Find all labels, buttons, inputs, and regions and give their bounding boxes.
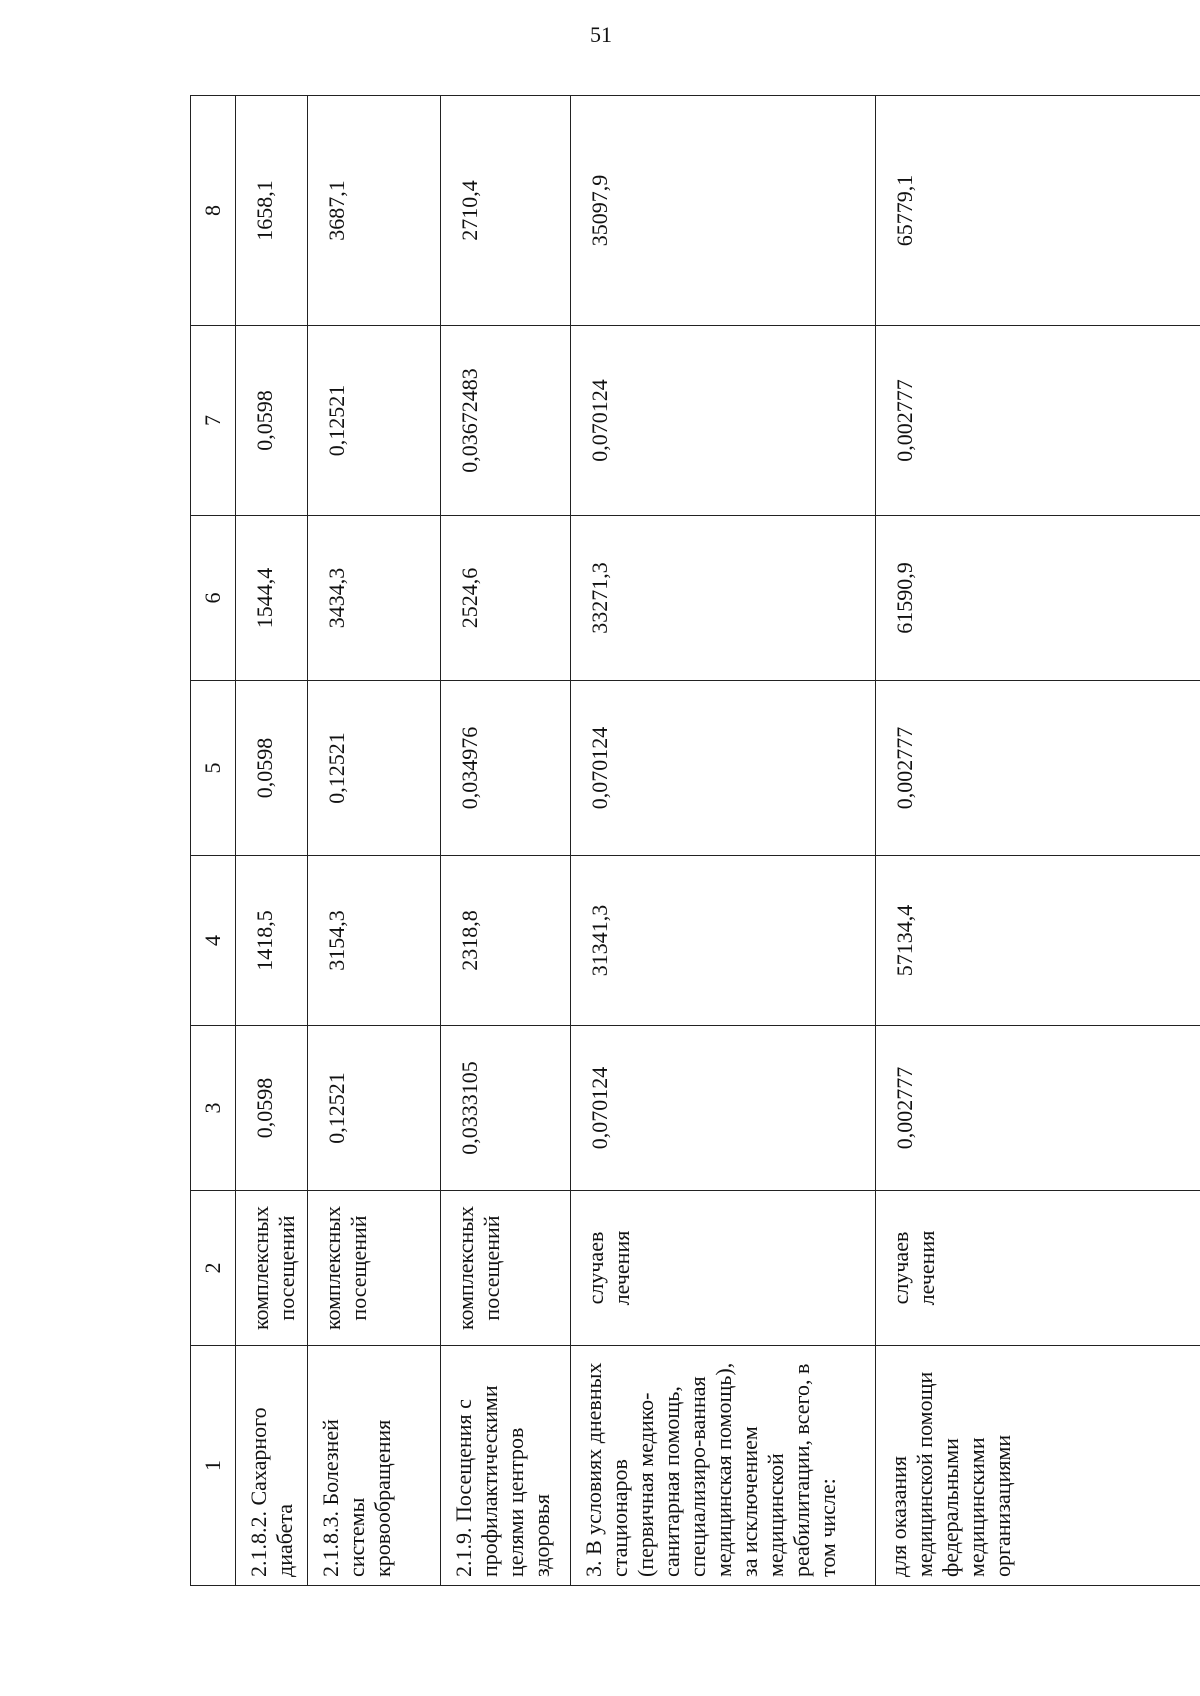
column-header: 6 xyxy=(191,516,236,681)
value-cell: 0,002777 xyxy=(876,1026,1200,1191)
column-header: 5 xyxy=(191,681,236,856)
unit-cell: случаев лечения xyxy=(876,1191,1200,1346)
row-label: 2.1.9. Посещения с профилактическими целями центров здоровья xyxy=(441,1346,571,1586)
value-cell: 61590,9 xyxy=(876,516,1200,681)
value-cell: 2318,8 xyxy=(441,856,571,1026)
value-cell: 33271,3 xyxy=(571,516,876,681)
row-label: 2.1.8.3. Болезней системы кровообращения xyxy=(308,1346,441,1586)
value-cell: 2524,6 xyxy=(441,516,571,681)
value-cell: 0,002777 xyxy=(876,326,1200,516)
column-header: 2 xyxy=(191,1191,236,1346)
unit-cell: комплексных посещений xyxy=(441,1191,571,1346)
data-table xyxy=(190,95,1200,1586)
page-number: 51 xyxy=(590,22,612,47)
unit-cell: комплексных посещений xyxy=(308,1191,441,1346)
unit-cell: комплексных посещений xyxy=(236,1191,308,1346)
table-row xyxy=(571,96,876,1586)
value-cell: 0,070124 xyxy=(571,326,876,516)
value-cell: 3434,3 xyxy=(308,516,441,681)
value-cell: 57134,4 xyxy=(876,856,1200,1026)
column-header: 3 xyxy=(191,1026,236,1191)
column-header: 1 xyxy=(191,1346,236,1586)
value-cell: 0,002777 xyxy=(876,681,1200,856)
value-cell: 0,070124 xyxy=(571,1026,876,1191)
value-cell: 2710,4 xyxy=(441,96,571,326)
value-cell: 0,12521 xyxy=(308,681,441,856)
column-header: 7 xyxy=(191,326,236,516)
value-cell: 0,03672483 xyxy=(441,326,571,516)
row-label: 2.1.8.2. Сахарного диабета xyxy=(236,1346,308,1586)
rotated-table-inner xyxy=(190,96,1200,1586)
value-cell: 1544,4 xyxy=(236,516,308,681)
value-cell: 0,0598 xyxy=(236,1026,308,1191)
value-cell: 0,12521 xyxy=(308,326,441,516)
value-cell: 3154,3 xyxy=(308,856,441,1026)
row-label: 3. В условиях дневных стационаров (первичная медико-санитарная помощь, специализиро-ванная медицинская помощь), за исключением медицинской реабилитации, всего, в том числе: xyxy=(571,1346,876,1586)
table-row xyxy=(236,96,308,1586)
unit-cell: случаев лечения xyxy=(571,1191,876,1346)
table-row xyxy=(441,96,571,1586)
value-cell: 0,070124 xyxy=(571,681,876,856)
value-cell: 0,0598 xyxy=(236,326,308,516)
table-row xyxy=(308,96,441,1586)
value-cell: 0,034976 xyxy=(441,681,571,856)
value-cell: 31341,3 xyxy=(571,856,876,1026)
table-row xyxy=(876,96,1200,1586)
column-header: 4 xyxy=(191,856,236,1026)
value-cell: 0,0333105 xyxy=(441,1026,571,1191)
rotated-table-wrapper xyxy=(190,96,1200,1586)
value-cell: 1418,5 xyxy=(236,856,308,1026)
row-label: для оказания медицинской помощи федеральными медицинскими организациями xyxy=(876,1346,1200,1586)
value-cell: 1658,1 xyxy=(236,96,308,326)
column-header: 8 xyxy=(191,96,236,326)
value-cell: 0,12521 xyxy=(308,1026,441,1191)
value-cell: 0,0598 xyxy=(236,681,308,856)
value-cell: 35097,9 xyxy=(571,96,876,326)
value-cell: 65779,1 xyxy=(876,96,1200,326)
table-header-row xyxy=(191,96,236,1586)
value-cell: 3687,1 xyxy=(308,96,441,326)
